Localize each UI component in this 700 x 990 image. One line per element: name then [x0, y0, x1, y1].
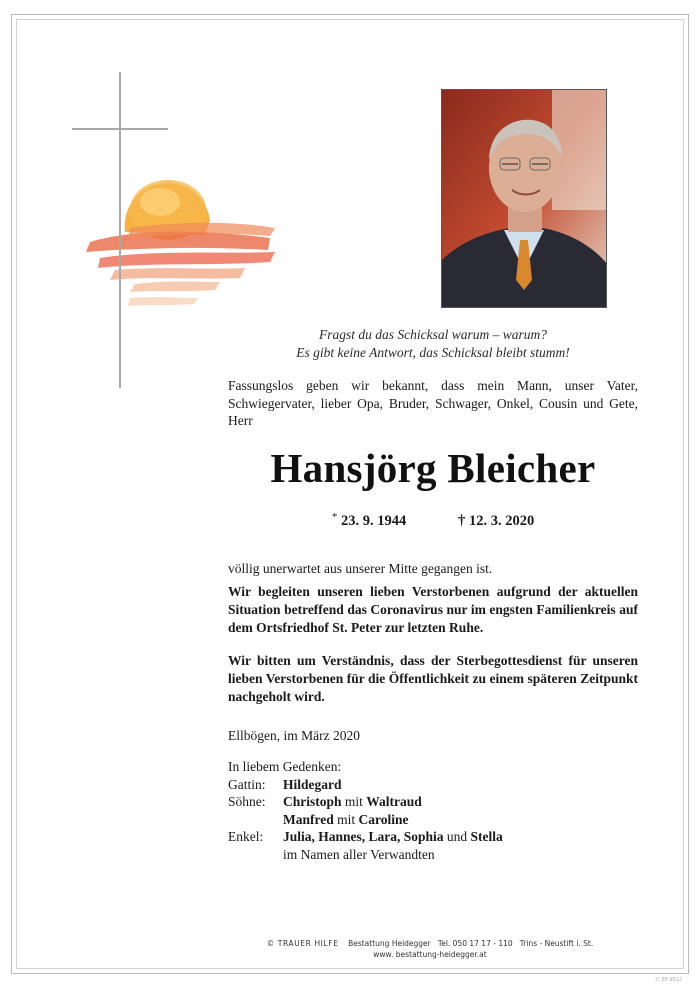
grandchildren-row: Enkel: Julia, Hannes, Lara, Sophia und Stella	[228, 829, 503, 844]
birth-date: * 23. 9. 1944	[331, 511, 407, 529]
memory-heading: In liebem Gedenken:	[228, 759, 342, 774]
trauerhilfe-logo: © TRAUER HILFE	[266, 939, 339, 948]
birth-symbol: *	[331, 511, 338, 523]
relatives-row: im Namen aller Verwandten	[283, 846, 435, 862]
service-notice: Wir bitten um Verständnis, dass der Sterbegottesdienst für unseren lieben Verstorbenen für die Öffentlichkeit zu einem späteren Zeitpunkt nachgeholt wird.	[228, 653, 638, 704]
poem	[228, 326, 638, 362]
poem-line-2: Es gibt keine Antwort, das Schicksal bleibt stumm!	[296, 345, 570, 360]
mourners-list	[228, 758, 638, 863]
website-link[interactable]: www. bestattung-heidegger.at	[373, 950, 487, 959]
death-cross-icon: †	[457, 513, 466, 529]
burial-notice: Wir begleiten unseren lieben Verstorbenen aufgrund der aktuellen Situation betreffend das Coronavirus nur im engsten Familienkreis auf dem Ortsfriedhof St. Peter zur letzten Ruhe.	[228, 584, 638, 635]
place-date: Ellbögen, im März 2020	[228, 728, 360, 743]
poem-line-1: Fragst du das Schicksal warum – warum?	[318, 327, 547, 342]
sons-row: Söhne: Christoph mit Waltraud	[228, 794, 422, 809]
passed-away-text: völlig unerwartet aus unserer Mitte gegangen ist.	[228, 561, 493, 576]
location: Trins - Neustift i. St.	[519, 939, 594, 948]
intro-text: Fassungslos geben wir bekannt, dass mein Mann, unser Vater, Schwiegervater, lieber Opa, Bruder, Schwager, Onkel, Cousin und Gete, Herr	[228, 378, 638, 428]
company-name: Bestattung Heidegger	[348, 939, 431, 948]
document-code: © EP 9012	[655, 977, 683, 983]
death-date: † 12. 3. 2020	[457, 513, 535, 529]
life-dates	[228, 511, 638, 530]
footer	[230, 938, 630, 960]
sons-row-2: Manfred mit Caroline	[283, 811, 409, 827]
phone: Tel. 050 17 17 - 110	[437, 939, 513, 948]
portrait-photo	[441, 89, 607, 308]
deceased-name: Hansjörg Bleicher	[270, 445, 596, 491]
spouse-row: Gattin: Hildegard	[228, 776, 342, 792]
sunset-illustration	[86, 180, 275, 306]
